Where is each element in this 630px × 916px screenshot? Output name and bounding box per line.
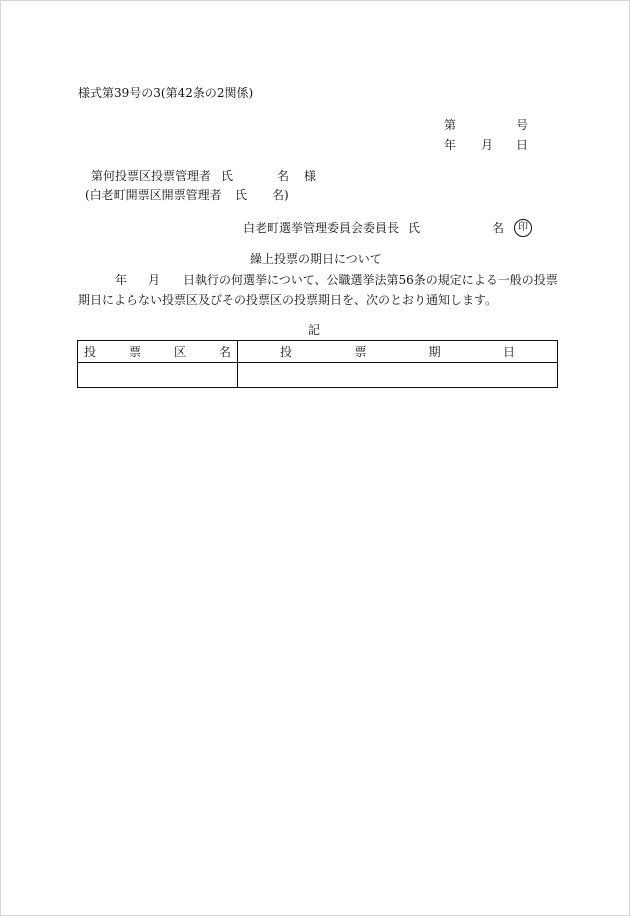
recipient-alt-shi: 氏 — [235, 188, 248, 202]
body-year: 年 — [115, 273, 128, 287]
header-char: 票 — [128, 344, 141, 359]
header-char: 区 — [173, 344, 186, 359]
doc-number-dai: 第 — [444, 118, 457, 132]
header-char: 名 — [218, 344, 231, 359]
doc-number-go: 号 — [516, 118, 529, 132]
table-cell-precinct — [78, 363, 238, 388]
recipient-sama: 様 — [304, 169, 317, 183]
records-table — [77, 340, 558, 388]
recipient-alt: (白老町開票区開票管理者 — [85, 188, 222, 202]
date-month: 月 — [481, 138, 494, 152]
sender-shi: 氏 — [408, 221, 421, 235]
subject-title: 繰上投票の期日について — [250, 252, 382, 266]
header-char: 投 — [280, 344, 293, 359]
date-year: 年 — [444, 138, 457, 152]
header-char: 期 — [428, 344, 441, 359]
table-cell-vote-date — [238, 363, 558, 388]
sender-mei: 名 — [492, 221, 505, 235]
header-char: 日 — [502, 344, 515, 359]
body-line1: 日執行の何選挙について、公職選挙法第56条の規定による一般の投票 — [183, 273, 558, 287]
body-line2: 期日によらない投票区及びその投票区の投票期日を、次のとおり通知します。 — [78, 293, 498, 307]
date-day: 日 — [516, 138, 529, 152]
recipient-title: 第何投票区投票管理者 — [91, 169, 212, 183]
sender-title: 白老町選挙管理委員会委員長 — [243, 221, 400, 235]
header-char: 投 — [84, 344, 97, 359]
ki-heading: 記 — [308, 323, 321, 337]
seal-mark: 印 — [514, 219, 532, 237]
recipient-shi: 氏 — [221, 169, 234, 183]
table-row — [78, 363, 558, 388]
header-cell-precinct — [78, 341, 238, 363]
recipient-alt-mei: 名) — [272, 188, 289, 202]
table-header-row — [78, 341, 558, 363]
form-number: 様式第39号の3(第42条の2関係) — [78, 86, 254, 100]
recipient-mei: 名 — [277, 169, 290, 183]
header-char: 票 — [354, 344, 367, 359]
header-cell-vote-date — [238, 341, 558, 363]
body-month: 月 — [148, 273, 161, 287]
